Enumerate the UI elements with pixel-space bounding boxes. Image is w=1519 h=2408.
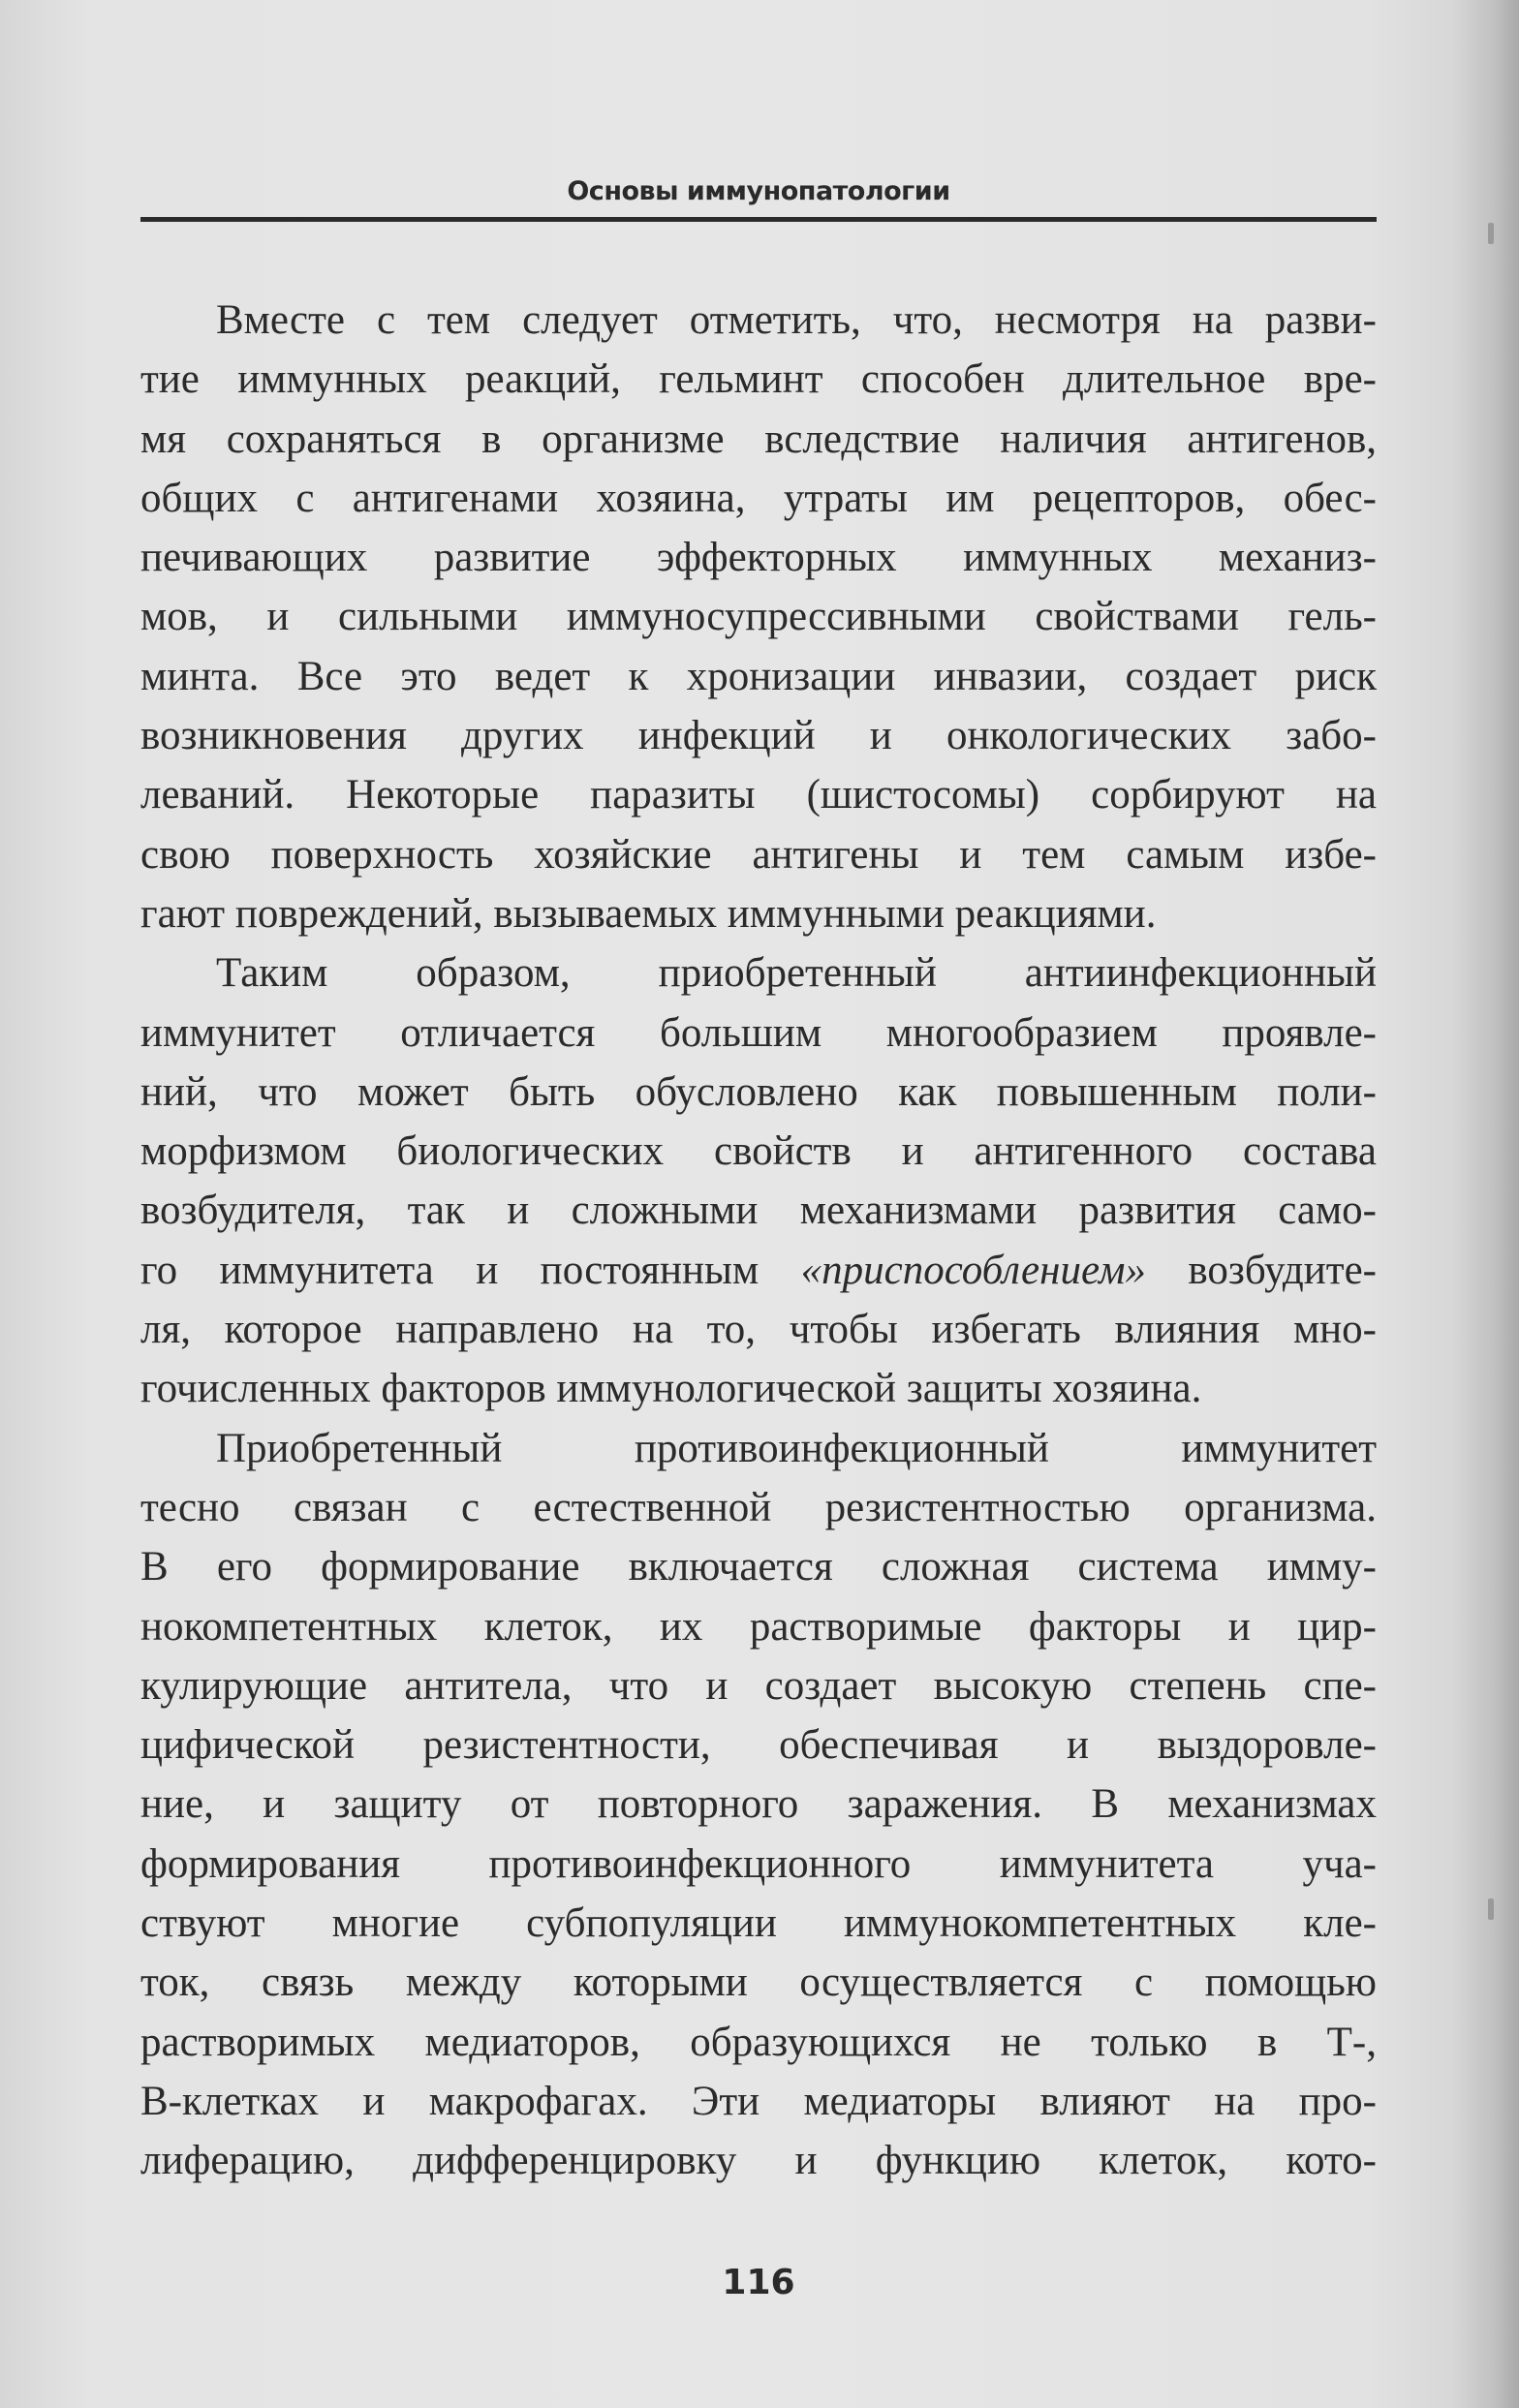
text-line: ствуют многие субпопуляции иммунокомпетентных кле- <box>140 1900 1377 1947</box>
text-line: В-клетках и макрофагах. Эти медиаторы влияют на про- <box>140 2078 1377 2124</box>
emphasis: «приспособлением» <box>800 1247 1146 1293</box>
text-line: гочисленных факторов иммунологической защиты хозяина. <box>140 1366 1202 1412</box>
text-line: растворимых медиаторов, образующихся не только в Т-, <box>140 2019 1377 2065</box>
page-number: 116 <box>722 2263 795 2302</box>
text-line: Таким образом, приобретенный антиинфекционный <box>216 950 1377 997</box>
header-rule <box>140 217 1377 222</box>
text-line: печивающих развитие эффекторных иммунных механиз- <box>140 535 1377 581</box>
text-line: возбудителя, так и сложными механизмами развития само- <box>140 1188 1377 1234</box>
text-line: иммунитет отличается большим многообразием проявле- <box>140 1009 1377 1056</box>
running-header: Основы иммунопатологии <box>567 176 950 206</box>
text-line: ток, связь между которыми осуществляется с помощью <box>140 1960 1377 2006</box>
binding-mark <box>1488 1899 1494 1920</box>
text-line: го иммунитета и постоянным «приспособлением» возбудите- <box>140 1247 1377 1293</box>
text-line: формирования противоинфекционного иммунитета уча- <box>140 1840 1377 1887</box>
text-line: лиферацию, дифференцировку и функцию клеток, кото- <box>140 2138 1377 2184</box>
text-line: гают повреждений, вызываемых иммунными реакциями. <box>140 890 1157 937</box>
text-line: Приобретенный противоинфекционный иммунитет <box>216 1425 1377 1471</box>
text-line: возникновения других инфекций и онкологических забо- <box>140 713 1377 759</box>
text-line: общих с антигенами хозяина, утраты им рецепторов, обес- <box>140 475 1377 521</box>
text-line: нокомпетентных клеток, их растворимые факторы и цир- <box>140 1603 1377 1650</box>
text-line: мя сохраняться в организме вследствие наличия антигенов, <box>140 416 1377 462</box>
body-text <box>140 291 1377 2191</box>
text-line: ний, что может быть обусловлено как повышенным поли- <box>140 1068 1377 1115</box>
binding-mark <box>1488 223 1494 244</box>
page-gutter-shadow <box>1451 0 1519 2408</box>
text-line: мов, и сильными иммуносупрессивными свойствами гель- <box>140 594 1377 640</box>
text-line: свою поверхность хозяйские антигены и тем самым избе- <box>140 831 1377 878</box>
text-line: цифической резистентности, обеспечивая и выздоровле- <box>140 1722 1377 1769</box>
text-line: В его формирование включается сложная система имму- <box>140 1544 1377 1590</box>
text-line: ние, и защиту от повторного заражения. В механизмах <box>140 1781 1377 1828</box>
text-line: морфизмом биологических свойств и антигенного состава <box>140 1128 1377 1175</box>
text-line: леваний. Некоторые паразиты (шистосомы) сорбируют на <box>140 772 1377 818</box>
text-line: тесно связан с естественной резистентностью организма. <box>140 1484 1377 1530</box>
text-line: Вместе с тем следует отметить, что, несмотря на разви- <box>216 297 1377 343</box>
text-line: ля, которое направлено на то, чтобы избегать влияния мно- <box>140 1307 1377 1353</box>
text-line: кулирующие антитела, что и создает высокую степень спе- <box>140 1662 1377 1709</box>
text-line: тие иммунных реакций, гельминт способен длительное вре- <box>140 356 1377 403</box>
text-line: минта. Все это ведет к хронизации инвазии, создает риск <box>140 653 1377 699</box>
